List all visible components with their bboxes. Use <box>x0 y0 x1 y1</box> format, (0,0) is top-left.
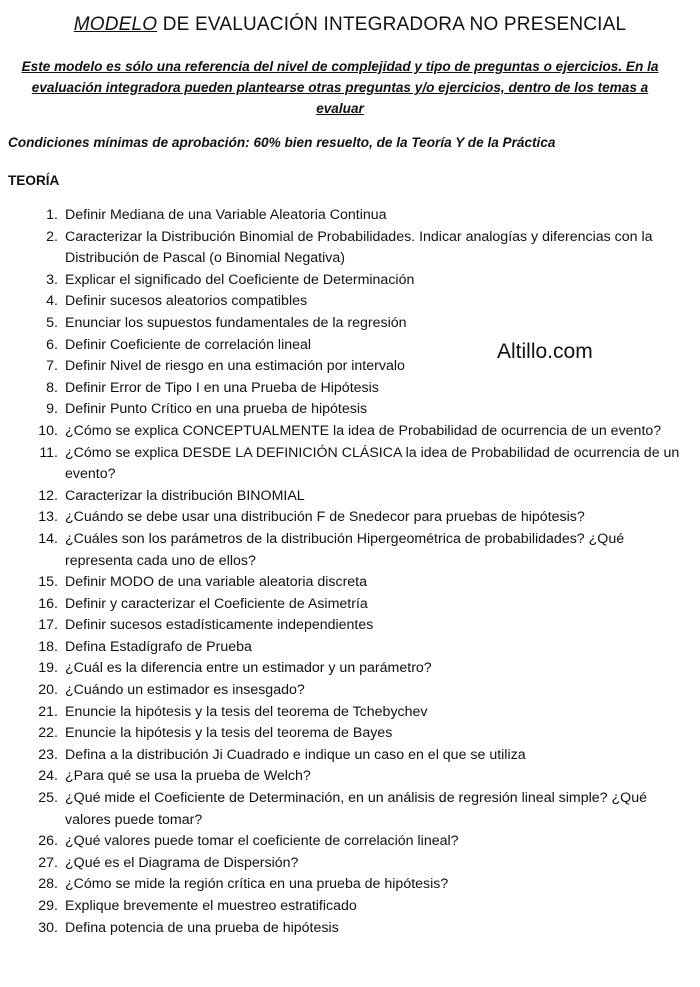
list-item <box>0 723 690 745</box>
item-number: 12. <box>38 487 58 504</box>
list-item <box>0 529 690 572</box>
item-text: Defina Estadígrafo de Prueba <box>65 638 252 655</box>
item-number: 10. <box>38 422 58 439</box>
item-number: 19. <box>38 660 58 677</box>
item-text: Definir MODO de una variable aleatoria discreta <box>65 574 368 591</box>
item-number: 24. <box>38 768 58 785</box>
item-text: ¿Qué valores puede tomar el coeficiente de correlación lineal? <box>65 833 459 850</box>
item-number: 17. <box>38 617 58 634</box>
item-text: Enuncie la hipótesis y la tesis del teorema de Bayes <box>65 725 393 742</box>
list-item <box>0 831 690 853</box>
item-text: Definir Punto Crítico en una prueba de hipótesis <box>65 401 368 418</box>
list-item <box>0 658 690 680</box>
item-text: Definir sucesos aleatorios compatibles <box>65 293 308 310</box>
item-text: ¿Cuál es la diferencia entre un estimador y un parámetro? <box>65 660 432 677</box>
item-text: ¿Cuándo se debe usar una distribución F de Snedecor para pruebas de hipótesis? <box>65 509 585 526</box>
item-text: Definir Error de Tipo I en una Prueba de Hipótesis <box>65 379 379 396</box>
list-item <box>0 335 690 357</box>
item-number: 26. <box>38 833 58 850</box>
list-item <box>0 637 690 659</box>
list-item <box>0 896 690 918</box>
list-item <box>0 507 690 529</box>
item-number: 16. <box>38 595 58 612</box>
list-item <box>0 702 690 724</box>
disclaimer-text: Este modelo es sólo una referencia del nivel de complejidad y tipo de preguntas o ejercicios. En la evaluación integradora pueden plantearse otras preguntas y/o ejercicios, dentro de los temas a evaluar <box>21 59 659 116</box>
item-number: 21. <box>38 703 58 720</box>
item-text: Explique brevemente el muestreo estratificado <box>65 898 357 914</box>
item-text: Explicar el significado del Coeficiente de Determinación <box>65 271 415 288</box>
item-number: 29. <box>38 898 58 914</box>
item-number: 1. <box>46 207 58 223</box>
item-text: ¿Qué mide el Coeficiente de Determinación, en un análisis de regresión lineal simple? ¿Qué valores puede tomar? <box>65 790 647 828</box>
item-text: ¿Cómo se mide la región crítica en una prueba de hipótesis? <box>65 876 449 893</box>
item-text: Enuncie la hipótesis y la tesis del teorema de Tchebychev <box>65 703 428 720</box>
list-item <box>0 874 690 896</box>
list-item <box>0 594 690 616</box>
list-item <box>0 572 690 594</box>
list-item <box>0 291 690 313</box>
item-text: ¿Para qué se usa la prueba de Welch? <box>65 768 311 785</box>
title-rest: DE EVALUACIÓN INTEGRADORA NO PRESENCIAL <box>157 14 627 35</box>
item-text: Caracterizar la Distribución Binomial de Probabilidades. Indicar analogías y diferencias con la Distribución de Pascal (o Binomial Negativa) <box>65 228 653 267</box>
item-text: Definir Mediana de una Variable Aleatoria Continua <box>65 207 387 223</box>
item-number: 5. <box>46 314 58 331</box>
item-number: 14. <box>38 530 58 547</box>
list-item <box>0 486 690 508</box>
item-number: 18. <box>38 638 58 655</box>
item-text: ¿Qué es el Diagrama de Dispersión? <box>65 854 299 871</box>
watermark-text: Altillo.com <box>497 340 593 363</box>
item-number: 6. <box>46 336 58 353</box>
list-item <box>0 443 690 486</box>
item-text: ¿Cuándo un estimador es insesgado? <box>65 682 305 699</box>
list-item <box>0 766 690 788</box>
item-text: Defina potencia de una prueba de hipótesis <box>65 919 339 936</box>
item-text: ¿Cómo se explica DESDE LA DEFINICIÓN CLÁSICA la idea de Probabilidad de ocurrencia de un evento? <box>65 444 680 483</box>
item-number: 13. <box>38 509 58 526</box>
list-item <box>0 205 690 227</box>
item-text: Definir sucesos estadísticamente independientes <box>65 617 374 634</box>
list-item <box>0 680 690 702</box>
question-list <box>0 205 690 939</box>
list-item <box>0 313 690 335</box>
item-text: Enunciar los supuestos fundamentales de la regresión <box>65 314 407 331</box>
item-number: 3. <box>46 271 58 288</box>
item-number: 22. <box>38 725 58 742</box>
item-number: 8. <box>46 379 58 396</box>
item-text: Definir Nivel de riesgo en una estimación por intervalo <box>65 358 405 375</box>
item-number: 2. <box>46 228 58 245</box>
item-number: 7. <box>46 358 58 375</box>
list-item <box>0 356 690 378</box>
item-number: 27. <box>38 854 58 871</box>
item-text: Defina a la distribución Ji Cuadrado e indique un caso en el que se utiliza <box>65 746 526 763</box>
item-number: 30. <box>38 919 58 936</box>
item-number: 15. <box>38 574 58 591</box>
item-number: 11. <box>39 444 58 461</box>
item-text: ¿Cuáles son los parámetros de la distribución Hipergeométrica de probabilidades? ¿Qué representa cada uno de ellos? <box>65 530 625 569</box>
item-number: 23. <box>38 746 58 763</box>
approval-conditions: Condiciones mínimas de aprobación: 60% bien resuelto, de la Teoría Y de la Práctica <box>8 135 556 150</box>
page-title <box>0 14 700 36</box>
list-item <box>0 270 690 292</box>
item-text: Caracterizar la distribución BINOMIAL <box>65 487 305 504</box>
item-text: ¿Cómo se explica CONCEPTUALMENTE la idea de Probabilidad de ocurrencia de un evento? <box>65 422 662 439</box>
item-number: 25. <box>38 790 58 807</box>
list-item <box>0 918 690 940</box>
item-number: 9. <box>46 401 58 418</box>
title-emphasis: MODELO <box>73 14 158 35</box>
list-item <box>0 615 690 637</box>
list-item <box>0 788 690 831</box>
list-item <box>0 745 690 767</box>
section-heading: TEORÍA <box>8 173 60 188</box>
list-item <box>0 378 690 400</box>
item-number: 4. <box>46 293 58 310</box>
list-item <box>0 227 690 270</box>
item-number: 20. <box>38 682 58 699</box>
list-item <box>0 421 690 443</box>
item-text: Definir y caracterizar el Coeficiente de Asimetría <box>65 595 368 612</box>
item-number: 28. <box>38 876 58 893</box>
list-item <box>0 853 690 875</box>
item-text: Definir Coeficiente de correlación lineal <box>65 336 312 353</box>
list-item <box>0 399 690 421</box>
